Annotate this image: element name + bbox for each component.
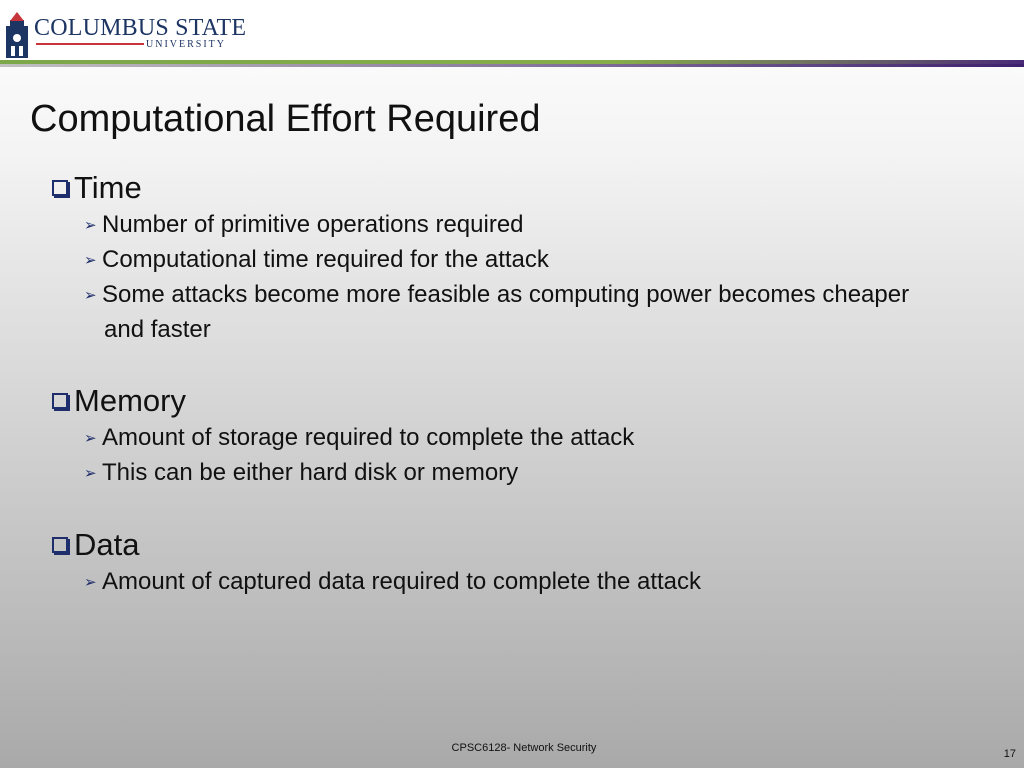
square-box-icon bbox=[52, 180, 68, 196]
section-heading-time bbox=[50, 168, 950, 208]
slide-footer bbox=[0, 742, 1024, 754]
list-item-text: Amount of captured data required to complete the attack bbox=[102, 568, 702, 595]
list-item bbox=[76, 243, 950, 278]
header-accent-bar bbox=[0, 60, 1024, 68]
university-logo bbox=[4, 8, 247, 58]
list-item bbox=[76, 421, 950, 456]
section-heading-label: Time bbox=[74, 170, 142, 205]
arrow-right-icon: ➢ bbox=[84, 217, 97, 234]
course-label: CPSC6128- Network Security bbox=[451, 742, 597, 754]
logo-wordmark bbox=[34, 16, 246, 40]
list-item bbox=[76, 565, 950, 600]
list-item bbox=[76, 208, 950, 243]
logo-divider bbox=[36, 43, 144, 45]
section-heading-data bbox=[50, 525, 950, 565]
accent-bar-purple bbox=[0, 64, 1024, 67]
arrow-right-icon: ➢ bbox=[84, 287, 97, 304]
square-box-icon bbox=[52, 537, 68, 553]
slide-header bbox=[0, 0, 1024, 60]
section-heading-label: Data bbox=[74, 527, 140, 562]
slide-body bbox=[50, 168, 950, 600]
arrow-right-icon: ➢ bbox=[84, 574, 97, 591]
section-heading-label: Memory bbox=[74, 383, 186, 418]
section-heading-memory bbox=[50, 381, 950, 421]
list-item-text: Computational time required for the attack bbox=[102, 246, 549, 273]
logo-subtitle: UNIVERSITY bbox=[146, 39, 226, 50]
page-number: 17 bbox=[1003, 748, 1016, 760]
list-item-text: Number of primitive operations required bbox=[102, 211, 524, 238]
arrow-right-icon: ➢ bbox=[84, 465, 97, 482]
list-item bbox=[76, 278, 950, 347]
list-item bbox=[76, 456, 950, 491]
clock-tower-icon bbox=[4, 12, 30, 58]
list-item-text: Amount of storage required to complete the attack bbox=[102, 424, 635, 451]
square-box-icon bbox=[52, 393, 68, 409]
list-item-text: Some attacks become more feasible as computing power becomes cheaper and faster bbox=[102, 281, 910, 343]
arrow-right-icon: ➢ bbox=[84, 430, 97, 447]
section-spacer bbox=[50, 491, 950, 525]
section-spacer bbox=[50, 347, 950, 381]
slide-title: Computational Effort Required bbox=[30, 98, 541, 140]
list-item-text: This can be either hard disk or memory bbox=[102, 459, 519, 486]
logo-name-text: COLUMBUS STATE bbox=[34, 15, 247, 41]
arrow-right-icon: ➢ bbox=[84, 252, 97, 269]
